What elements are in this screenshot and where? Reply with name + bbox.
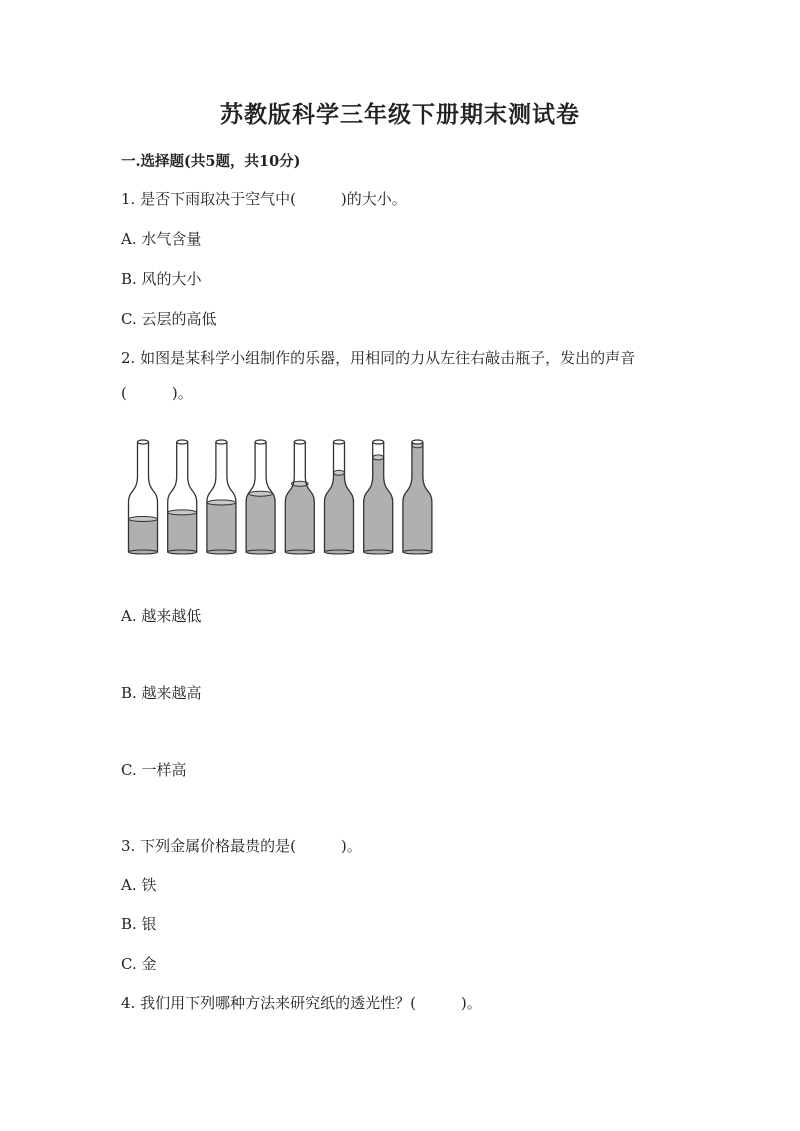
page-title: 苏教版科学三年级下册期末测试卷: [220, 101, 580, 128]
question-1-stem: 1. 是否下雨取决于空气中( )的大小。: [121, 190, 407, 208]
bottle: [205, 440, 238, 554]
bottle-mouth: [177, 440, 188, 444]
question-2-option-b: B. 越来越高: [121, 684, 202, 702]
bottle-base: [129, 550, 158, 554]
water-surface: [334, 470, 345, 475]
water-fill: [244, 494, 277, 552]
question-3-stem: 3. 下列金属价格最贵的是( )。: [121, 837, 362, 855]
bottles-figure: [124, 436, 444, 556]
bottle-mouth: [138, 440, 149, 444]
water-fill: [401, 445, 434, 552]
bottle-base: [403, 550, 432, 554]
water-surface: [373, 455, 384, 460]
question-2-option-c: C. 一样高: [121, 761, 187, 779]
bottle: [244, 440, 277, 554]
question-3-option-a: A. 铁: [121, 876, 157, 894]
water-surface: [249, 491, 272, 496]
bottle-base: [364, 550, 393, 554]
bottle-base: [246, 550, 275, 554]
question-1-option-a: A. 水气含量: [121, 230, 202, 248]
water-fill: [205, 503, 238, 553]
bottle-base: [285, 550, 314, 554]
bottle-mouth: [216, 440, 227, 444]
bottle-mouth: [412, 440, 423, 444]
water-fill: [362, 457, 395, 552]
bottle: [166, 440, 199, 554]
bottle-mouth: [373, 440, 384, 444]
bottle: [283, 440, 316, 554]
bottle: [362, 440, 395, 554]
water-surface: [207, 500, 236, 505]
bottle: [127, 440, 160, 554]
bottle: [323, 440, 356, 554]
question-1-option-b: B. 风的大小: [121, 270, 202, 288]
question-4-stem: 4. 我们用下列哪种方法来研究纸的透光性？( )。: [121, 994, 482, 1012]
bottle-mouth: [294, 440, 305, 444]
section-heading: 一.选择题(共5题，共10分): [121, 153, 301, 170]
water-fill: [127, 519, 160, 552]
bottle-base: [207, 550, 236, 554]
water-surface: [168, 510, 197, 515]
water-fill: [283, 484, 316, 552]
question-2-stem: 2. 如图是某科学小组制作的乐器，用相同的力从左往右敲击瓶子，发出的声音: [121, 349, 636, 367]
question-3-option-b: B. 银: [121, 915, 157, 933]
water-surface: [129, 517, 158, 522]
question-1-option-c: C. 云层的高低: [121, 310, 217, 328]
question-3-option-c: C. 金: [121, 955, 157, 973]
question-2-stem-cont: ( )。: [121, 384, 193, 402]
question-2-option-a: A. 越来越低: [121, 607, 202, 625]
bottle-base: [325, 550, 354, 554]
water-fill: [323, 473, 356, 552]
water-fill: [166, 512, 199, 552]
bottle: [401, 440, 434, 554]
bottle-mouth: [255, 440, 266, 444]
bottle-mouth: [334, 440, 345, 444]
bottle-base: [168, 550, 197, 554]
